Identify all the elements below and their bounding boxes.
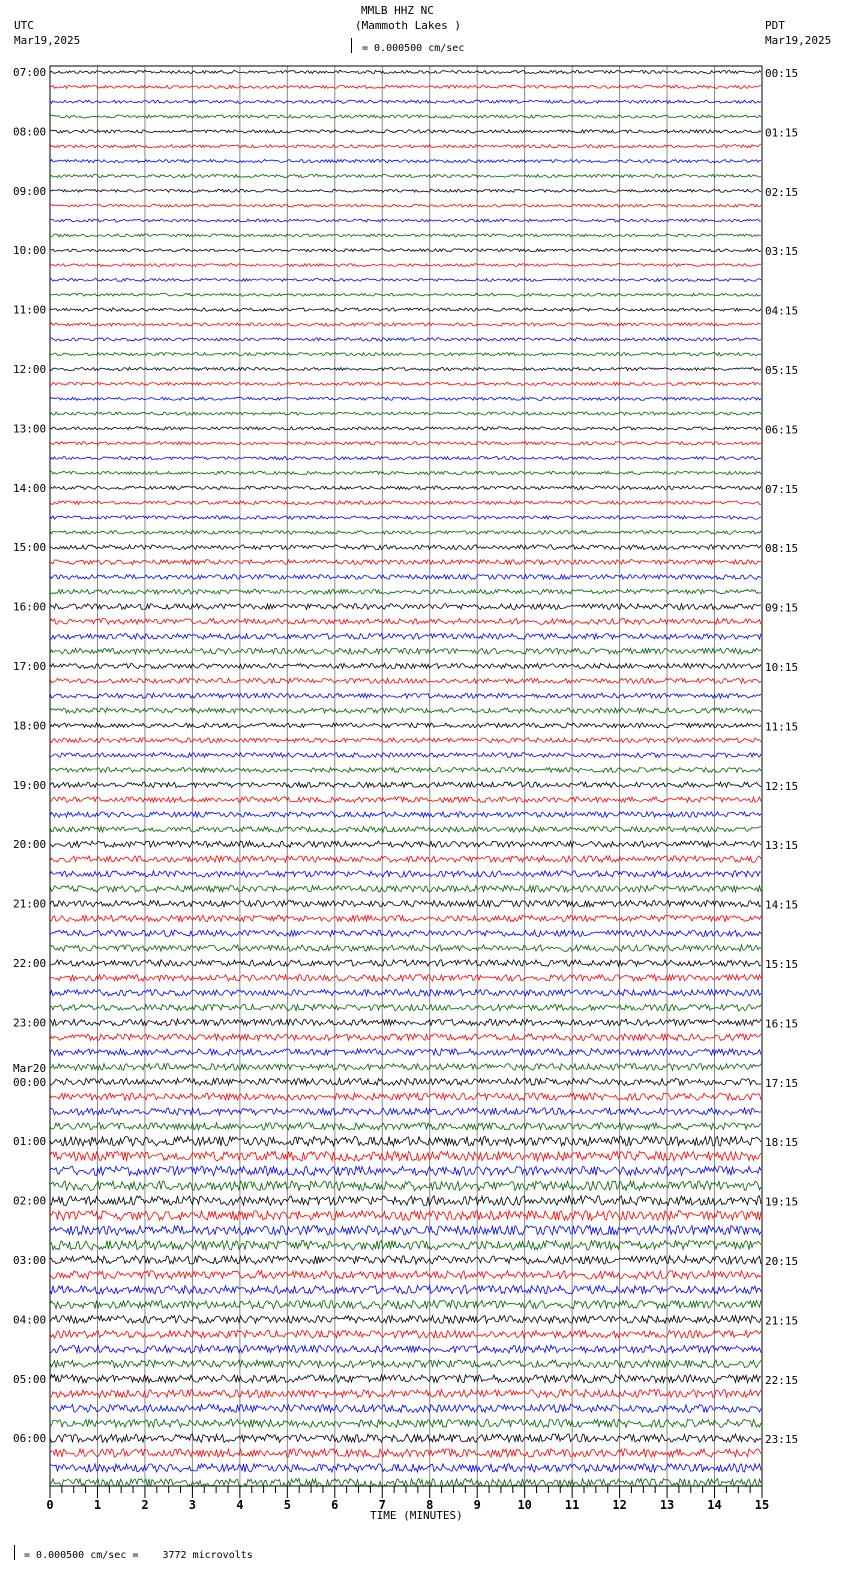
- utc-hour-label: 10:00: [13, 244, 47, 258]
- pdt-hour-label: 01:15: [765, 126, 799, 140]
- trace-line: [50, 323, 761, 326]
- utc-hour-label: 06:00: [13, 1432, 47, 1446]
- x-axis-title: TIME (MINUTES): [370, 1509, 463, 1522]
- trace-line: [50, 338, 761, 341]
- trace-line: [50, 115, 761, 118]
- pdt-hour-label: 15:15: [765, 958, 799, 971]
- trace-line: [50, 768, 761, 773]
- trace-line: [50, 1019, 761, 1026]
- pdt-hour-label: 23:15: [765, 1433, 799, 1447]
- trace-line: [50, 204, 761, 207]
- x-tick-label: 6: [331, 1498, 339, 1512]
- trace-line: [50, 1166, 761, 1175]
- trace-line: [50, 678, 761, 683]
- trace-line: [50, 1330, 761, 1338]
- pdt-hour-label: 00:15: [765, 67, 799, 80]
- trace-line: [50, 308, 761, 311]
- trace-line: [50, 1271, 761, 1279]
- trace-line: [50, 367, 761, 370]
- trace-line: [50, 174, 761, 177]
- pdt-hour-label: 16:15: [765, 1017, 799, 1031]
- trace-line: [50, 930, 761, 936]
- trace-line: [50, 1064, 761, 1071]
- trace-line: [50, 886, 761, 892]
- trace-line: [50, 990, 761, 996]
- trace-line: [50, 575, 761, 580]
- x-tick-label: 8: [426, 1498, 434, 1512]
- pdt-hour-label: 12:15: [765, 779, 799, 793]
- utc-hour-label: 04:00: [13, 1313, 47, 1327]
- trace-line: [50, 382, 761, 385]
- trace-line: [50, 1034, 761, 1041]
- trace-line: [50, 1434, 761, 1442]
- trace-line: [50, 975, 761, 981]
- utc-hour-label: 13:00: [13, 422, 47, 436]
- trace-line: [50, 397, 761, 400]
- pdt-hour-label: 09:15: [765, 601, 799, 615]
- utc-hour-label: 05:00: [13, 1372, 47, 1386]
- utc-hour-label: 03:00: [13, 1254, 47, 1267]
- right-date: Mar19,2025: [765, 34, 832, 47]
- trace-line: [50, 531, 761, 535]
- pdt-hour-label: 08:15: [765, 542, 799, 556]
- trace-line: [50, 782, 761, 787]
- pdt-hour-label: 04:15: [765, 304, 799, 318]
- trace-line: [50, 633, 761, 639]
- trace-line: [50, 1375, 761, 1383]
- x-tick-label: 9: [473, 1498, 481, 1512]
- trace-line: [50, 1108, 761, 1115]
- utc-hour-label: 08:00: [13, 125, 47, 139]
- pdt-hour-label: 20:15: [765, 1255, 799, 1268]
- trace-line: [50, 264, 761, 267]
- trace-line: [50, 1360, 761, 1368]
- trace-line: [50, 1151, 761, 1161]
- trace-line: [50, 457, 761, 460]
- trace-line: [50, 501, 761, 505]
- trace-line: [50, 1211, 761, 1221]
- trace-line: [50, 1419, 761, 1427]
- trace-line: [50, 1078, 761, 1085]
- x-tick-label: 14: [707, 1498, 722, 1512]
- date-change-label: Mar20: [13, 1061, 47, 1075]
- utc-hour-label: 00:00: [13, 1075, 47, 1089]
- utc-hour-label: 23:00: [13, 1016, 47, 1030]
- footer-scale-label: = 0.000500 cm/sec = 3772 microvolts: [24, 1550, 253, 1561]
- trace-line: [50, 545, 761, 550]
- trace-line: [50, 900, 761, 906]
- utc-hour-label: 14:00: [13, 481, 47, 495]
- trace-line: [50, 1256, 761, 1264]
- trace-line: [50, 1300, 761, 1308]
- pdt-hour-label: 06:15: [765, 423, 799, 437]
- pdt-hour-label: 03:15: [765, 245, 799, 259]
- trace-line: [50, 723, 761, 728]
- right-timezone: PDT: [765, 19, 785, 32]
- trace-line: [50, 234, 761, 237]
- x-tick-label: 11: [564, 1498, 580, 1512]
- trace-line: [50, 219, 761, 222]
- trace-line: [50, 249, 761, 252]
- trace-line: [50, 663, 761, 668]
- station-title: MMLB HHZ NC: [361, 4, 434, 17]
- trace-line: [50, 516, 761, 519]
- pdt-hour-label: 02:15: [765, 185, 799, 199]
- trace-line: [50, 1345, 761, 1353]
- utc-hour-label: 01:00: [13, 1135, 47, 1149]
- trace-line: [50, 279, 761, 282]
- trace-line: [50, 100, 761, 103]
- x-tick-label: 4: [236, 1498, 244, 1512]
- utc-hour-label: 15:00: [13, 541, 47, 555]
- utc-hour-label: 09:00: [13, 184, 47, 198]
- pdt-hour-label: 21:15: [765, 1314, 799, 1328]
- trace-line: [50, 960, 761, 966]
- trace-line: [50, 1196, 761, 1206]
- location-title: (Mammoth Lakes ): [355, 19, 461, 32]
- x-tick-label: 5: [283, 1498, 291, 1512]
- trace-line: [50, 1226, 761, 1236]
- pdt-hour-label: 11:15: [765, 720, 799, 734]
- trace-line: [50, 945, 761, 951]
- trace-line: [50, 812, 761, 817]
- trace-line: [50, 412, 761, 415]
- trace-line: [50, 827, 761, 833]
- trace-line: [50, 915, 761, 921]
- x-tick-label: 13: [659, 1498, 675, 1512]
- trace-line: [50, 871, 761, 877]
- trace-line: [50, 70, 761, 73]
- trace-line: [50, 589, 761, 594]
- x-tick-label: 1: [93, 1498, 102, 1512]
- trace-line: [50, 1449, 761, 1457]
- x-tick-label: 7: [378, 1498, 386, 1512]
- x-tick-label: 3: [188, 1498, 197, 1512]
- trace-line: [50, 353, 761, 356]
- x-tick-label: 15: [754, 1498, 770, 1512]
- trace-line: [50, 442, 761, 445]
- trace-line: [50, 1286, 761, 1294]
- utc-hour-label: 22:00: [13, 957, 47, 970]
- utc-hour-label: 19:00: [13, 778, 47, 792]
- utc-hour-label: 20:00: [13, 838, 47, 852]
- trace-line: [50, 1464, 761, 1472]
- trace-line: [50, 1405, 761, 1413]
- trace-line: [50, 1136, 761, 1146]
- trace-line: [50, 560, 761, 565]
- trace-line: [50, 160, 761, 163]
- x-tick-label: 0: [46, 1498, 54, 1512]
- pdt-hour-label: 13:15: [765, 839, 799, 853]
- utc-hour-label: 02:00: [13, 1194, 47, 1208]
- trace-line: [50, 1049, 761, 1056]
- x-tick-label: 10: [517, 1498, 532, 1512]
- pdt-hour-label: 14:15: [765, 898, 799, 912]
- trace-line: [50, 604, 761, 610]
- trace-line: [50, 619, 761, 625]
- utc-hour-label: 21:00: [13, 897, 47, 911]
- trace-line: [50, 471, 761, 474]
- pdt-hour-label: 19:15: [765, 1195, 799, 1209]
- trace-line: [50, 738, 761, 743]
- utc-hour-label: 07:00: [13, 66, 47, 79]
- trace-line: [50, 145, 761, 148]
- x-tick-label: 2: [141, 1498, 149, 1512]
- trace-line: [50, 856, 761, 862]
- trace-line: [50, 427, 761, 430]
- utc-hour-label: 16:00: [13, 600, 47, 614]
- pdt-hour-label: 18:15: [765, 1136, 799, 1150]
- trace-line: [50, 130, 761, 133]
- trace-line: [50, 648, 761, 654]
- scale-label: = 0.000500 cm/sec: [362, 43, 465, 54]
- trace-line: [50, 1123, 761, 1130]
- trace-line: [50, 486, 761, 490]
- x-tick-label: 12: [612, 1498, 627, 1512]
- trace-line: [50, 1316, 761, 1324]
- pdt-hour-label: 10:15: [765, 661, 799, 674]
- trace-line: [50, 753, 761, 758]
- pdt-hour-label: 05:15: [765, 364, 799, 377]
- trace-line: [50, 797, 761, 803]
- left-date: Mar19,2025: [14, 34, 81, 47]
- trace-line: [50, 1390, 761, 1398]
- trace-line: [50, 1181, 761, 1191]
- pdt-hour-label: 17:15: [765, 1076, 799, 1090]
- left-timezone: UTC: [14, 19, 34, 32]
- trace-line: [50, 841, 761, 847]
- utc-hour-label: 18:00: [13, 719, 47, 733]
- trace-line: [50, 708, 761, 713]
- utc-hour-label: 12:00: [13, 363, 47, 376]
- trace-line: [50, 1004, 761, 1010]
- trace-line: [50, 693, 761, 698]
- utc-hour-label: 17:00: [13, 660, 47, 673]
- trace-line: [50, 293, 761, 296]
- trace-line: [50, 85, 761, 88]
- pdt-hour-label: 07:15: [765, 482, 799, 496]
- trace-line: [50, 1240, 761, 1250]
- utc-hour-label: 11:00: [13, 303, 47, 317]
- footer-scale-bar-icon: [14, 1545, 15, 1560]
- trace-line: [50, 1093, 761, 1100]
- pdt-hour-label: 22:15: [765, 1373, 799, 1387]
- trace-line: [50, 189, 761, 192]
